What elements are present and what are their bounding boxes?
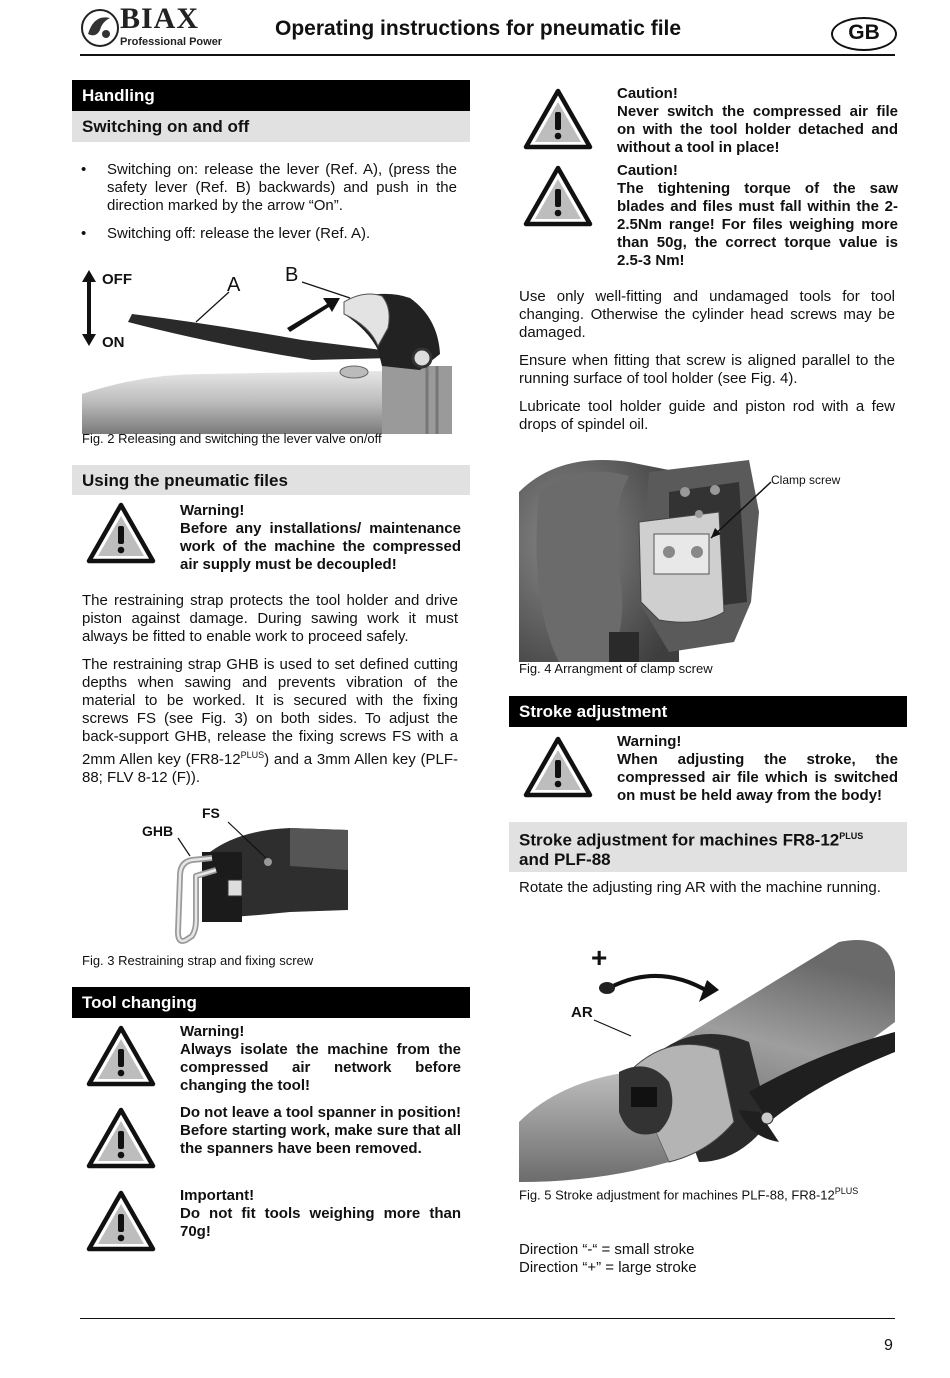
caution-title: Caution! — [617, 85, 678, 102]
superscript: PLUS — [240, 750, 265, 760]
warning-text: Do not fit tools weighing more than 70g! — [180, 1205, 461, 1240]
figure-2-lever-valve — [82, 262, 458, 434]
section-heading-pneumatic: Using the pneumatic files — [72, 465, 470, 495]
direction-minus: Direction “-“ = small stroke — [519, 1241, 695, 1258]
superscript: PLUS — [834, 1186, 859, 1196]
warning-stroke-body — [617, 733, 898, 805]
figure-3-caption: Fig. 3 Restraining strap and fixing screw — [82, 953, 314, 968]
footer-divider — [80, 1318, 895, 1319]
figure-5-caption — [519, 1186, 858, 1202]
caution-icon — [523, 88, 593, 150]
caution-icon — [523, 165, 593, 227]
caution-torque — [617, 162, 898, 270]
label-ref-b: B — [285, 264, 299, 286]
switching-instructions — [81, 161, 457, 253]
list-item: • Switching on: release the lever (Ref. A), (press the safety lever (Ref. B) backwards) and push in the direction marked by the arrow “On”. — [81, 161, 457, 215]
subheading-stroke-machines — [509, 822, 907, 872]
language-badge: GB — [831, 17, 897, 51]
warning-title: Important! — [180, 1187, 255, 1204]
warning-tool-weight — [180, 1187, 461, 1241]
page-number: 9 — [884, 1337, 893, 1354]
label-ghb: GHB — [142, 823, 174, 839]
warning-title: Warning! — [180, 1023, 245, 1040]
warning-title: Warning! — [617, 733, 682, 750]
section-heading-handling: Handling — [72, 80, 470, 111]
text-span: ) and a 3mm Allen key (PLF-88; FLV 8-12 (F)). — [82, 751, 459, 786]
warning-icon — [523, 736, 593, 798]
warning-spanner: Do not leave a tool spanner in position! Before starting work, make sure that all the spanners have been removed. — [180, 1104, 461, 1157]
label-clamp-screw: Clamp screw — [771, 473, 841, 487]
warning-text: When adjusting the stroke, the compressed air file which is switched on must be held away from the body! — [617, 751, 898, 804]
paragraph-lubricate: Lubricate tool holder guide and piston rod with a few drops of spindel oil. — [519, 398, 895, 433]
warning-text: Always isolate the machine from the compressed air network before changing the tool! — [180, 1041, 461, 1094]
text-span: The restraining strap GHB is used to set defined cutting depths when sawing and prevents vibration of the material to be worked. It is secured with the fixing screws FS (see Fig. 3) on both sides. To adjust the back-support GHB, release the fixing screws FS with a 2mm Allen key (FR8-12 — [82, 656, 458, 768]
superscript: PLUS — [839, 831, 864, 841]
warning-icon — [86, 1025, 156, 1087]
caution-text: Never switch the compressed air file on with the tool holder detached and without a tool in place! — [617, 103, 898, 156]
text-span: Stroke adjustment for machines FR8-12 — [519, 830, 840, 850]
caution-text: The tightening torque of the saw blades and files must fall within the 2-2.5Nm range! For files weighing more than 50g, the correct torque value is 2.5-3 Nm! — [617, 180, 898, 269]
text-span: Fig. 5 Stroke adjustment for machines PLF-88, FR8-12 — [519, 1187, 835, 1203]
warning-decouple-air — [180, 502, 461, 574]
section-heading-tool-changing: Tool changing — [72, 987, 470, 1018]
figure-3-restraining-strap — [140, 800, 350, 948]
logo-emblem-icon — [80, 8, 120, 48]
figure-2-caption: Fig. 2 Releasing and switching the lever valve on/off — [82, 431, 382, 446]
label-off: OFF — [102, 271, 132, 288]
paragraph-tool-fit: Use only well-fitting and undamaged tools for tool changing. Otherwise the cylinder head screws may be damaged. — [519, 288, 895, 341]
figure-5-stroke-adjustment — [519, 932, 895, 1182]
label-on: ON — [102, 334, 125, 351]
label-minus: - — [715, 994, 723, 1019]
page-title: Operating instructions for pneumatic file — [275, 17, 682, 40]
logo-wordmark: BIAX — [120, 2, 200, 35]
stroke-adjustment-illustration — [519, 932, 895, 1182]
label-plus: + — [591, 942, 608, 973]
warning-icon — [86, 502, 156, 564]
warning-icon — [86, 1190, 156, 1252]
warning-icon — [86, 1107, 156, 1169]
direction-plus: Direction “+” = large stroke — [519, 1259, 697, 1276]
paragraph-ghb-adjustment — [82, 656, 458, 787]
section-heading-stroke: Stroke adjustment — [509, 696, 907, 727]
warning-title: Warning! — [180, 502, 245, 519]
logo — [80, 2, 230, 50]
figure-4-caption: Fig. 4 Arrangment of clamp screw — [519, 661, 713, 676]
paragraph-rotate-ring: Rotate the adjusting ring AR with the machine running. — [519, 879, 881, 896]
label-ar: AR — [571, 1004, 593, 1021]
caution-tool-holder — [617, 85, 898, 157]
paragraph-screw-alignment: Ensure when fitting that screw is aligned parallel to the running surface of tool holder (see Fig. 4). — [519, 352, 895, 387]
header-divider — [80, 54, 895, 56]
lever-valve-illustration — [82, 262, 458, 434]
label-ref-a: A — [227, 274, 241, 296]
caution-title: Caution! — [617, 162, 678, 179]
label-fs: FS — [202, 805, 220, 821]
text-span: and PLF-88 — [519, 849, 611, 869]
logo-tagline: Professional Power — [120, 36, 223, 48]
paragraph-restraining-strap: The restraining strap protects the tool holder and drive piston against damage. During sawing work it must always be fitted to enable work to proceed safely. — [82, 592, 458, 645]
warning-isolate-machine — [180, 1023, 461, 1095]
warning-text: Before any installations/ maintenance work of the machine the compressed air supply must be decoupled! — [180, 520, 461, 573]
figure-4-clamp-screw — [519, 452, 895, 662]
subheading-switching: Switching on and off — [72, 111, 470, 142]
list-item: • Switching off: release the lever (Ref. A). — [81, 225, 457, 243]
